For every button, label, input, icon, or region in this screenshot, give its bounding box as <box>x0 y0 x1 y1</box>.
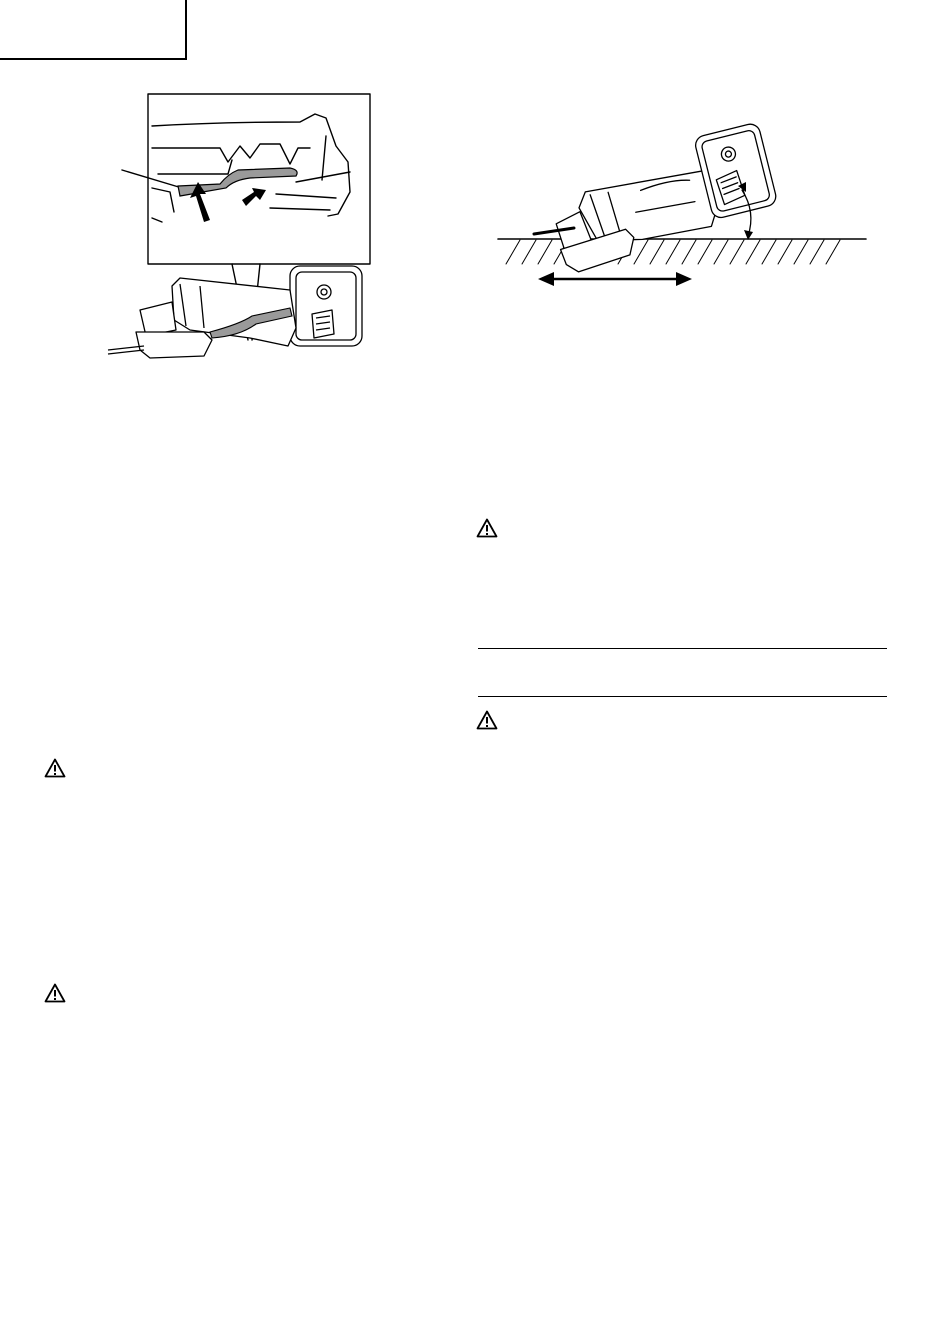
figure-grinder-angle <box>494 94 874 299</box>
grinder-angle-drawing <box>494 94 874 299</box>
warning-triangle-icon <box>476 518 498 538</box>
warning-triangle-icon <box>476 710 498 730</box>
warning-triangle-icon <box>44 758 66 778</box>
figure-lever-detail <box>100 88 375 373</box>
section-rule-bottom <box>478 696 887 697</box>
language-tab-box <box>0 0 187 60</box>
warning-triangle-icon <box>44 983 66 1003</box>
lever-detail-drawing <box>100 88 375 373</box>
section-rule-top <box>478 648 887 649</box>
